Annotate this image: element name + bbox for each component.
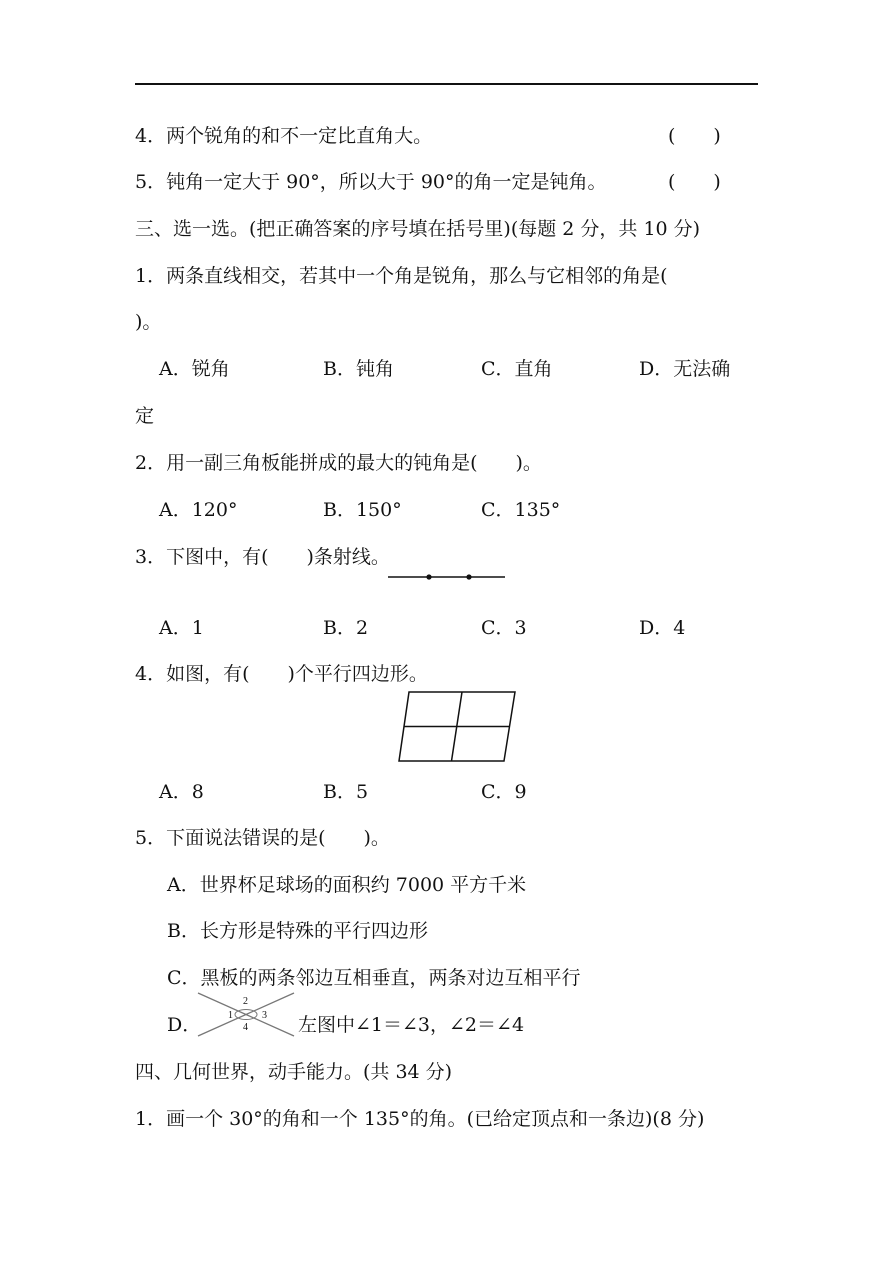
s3-q3-option-c[interactable]: C．3: [481, 617, 527, 639]
angle-label-3: 3: [262, 1010, 267, 1021]
top-rule: [135, 83, 758, 85]
s4-q1-stem: 1．画一个 30°的角和一个 135°的角。(已给定顶点和一条边)(8 分): [135, 1108, 705, 1130]
parallelogram-figure: [398, 690, 520, 764]
s3-q5-option-d-text[interactable]: 左图中∠1＝∠3，∠2＝∠4: [298, 1014, 525, 1036]
s3-q1-option-c[interactable]: C．直角: [481, 358, 553, 380]
s3-q1-option-d[interactable]: D．无法确: [639, 358, 731, 380]
intersecting-lines-figure: [196, 991, 298, 1039]
s3-q4-stem: 4．如图，有( )个平行四边形。: [135, 663, 428, 685]
ray-figure: [388, 570, 508, 584]
s3-q4-option-c[interactable]: C．9: [481, 781, 527, 803]
s3-q5-option-b[interactable]: B．长方形是特殊的平行四边形: [167, 920, 428, 942]
s3-q5-option-a[interactable]: A．世界杯足球场的面积约 7000 平方千米: [167, 874, 527, 896]
s3-q5-stem: 5．下面说法错误的是( )。: [135, 827, 390, 849]
s3-q3-stem: 3．下图中，有( )条射线。: [135, 546, 390, 568]
s3-q2-option-c[interactable]: C．135°: [481, 499, 561, 521]
s3-q4-option-a[interactable]: A．8: [159, 781, 204, 803]
s3-q2-stem: 2．用一副三角板能拼成的最大的钝角是( )。: [135, 452, 542, 474]
s3-q3-option-b[interactable]: B．2: [323, 617, 369, 639]
s3-q1-option-a[interactable]: A．锐角: [159, 358, 230, 380]
s3-q1-option-d-wrap: 定: [135, 405, 155, 427]
s3-q2-option-a[interactable]: A．120°: [159, 499, 238, 521]
s3-q5-option-c[interactable]: C．黑板的两条邻边互相垂直，两条对边互相平行: [167, 967, 581, 989]
judge-q5-answer-paren[interactable]: ( ): [668, 171, 721, 193]
s3-q3-option-a[interactable]: A．1: [159, 617, 204, 639]
s3-q5-option-d-label[interactable]: D．: [167, 1014, 202, 1036]
angle-label-4: 4: [243, 1022, 248, 1033]
angle-label-1: 1: [228, 1010, 233, 1021]
judge-q5-text: 5．钝角一定大于 90°，所以大于 90°的角一定是钝角。: [135, 171, 607, 193]
s3-q1-stem: 1．两条直线相交，若其中一个角是锐角，那么与它相邻的角是(: [135, 265, 668, 287]
s3-q1-stem-cont: )。: [135, 311, 162, 333]
angle-label-2: 2: [243, 996, 248, 1007]
s3-q4-option-b[interactable]: B．5: [323, 781, 369, 803]
section3-title: 三、选一选。(把正确答案的序号填在括号里)(每题 2 分，共 10 分): [135, 218, 701, 240]
judge-q4-text: 4．两个锐角的和不一定比直角大。: [135, 125, 433, 147]
s3-q2-option-b[interactable]: B．150°: [323, 499, 402, 521]
section4-title: 四、几何世界，动手能力。(共 34 分): [135, 1061, 453, 1083]
judge-q4-answer-paren[interactable]: ( ): [668, 125, 721, 147]
s3-q1-option-b[interactable]: B．钝角: [323, 358, 394, 380]
s3-q3-option-d[interactable]: D．4: [639, 617, 686, 639]
